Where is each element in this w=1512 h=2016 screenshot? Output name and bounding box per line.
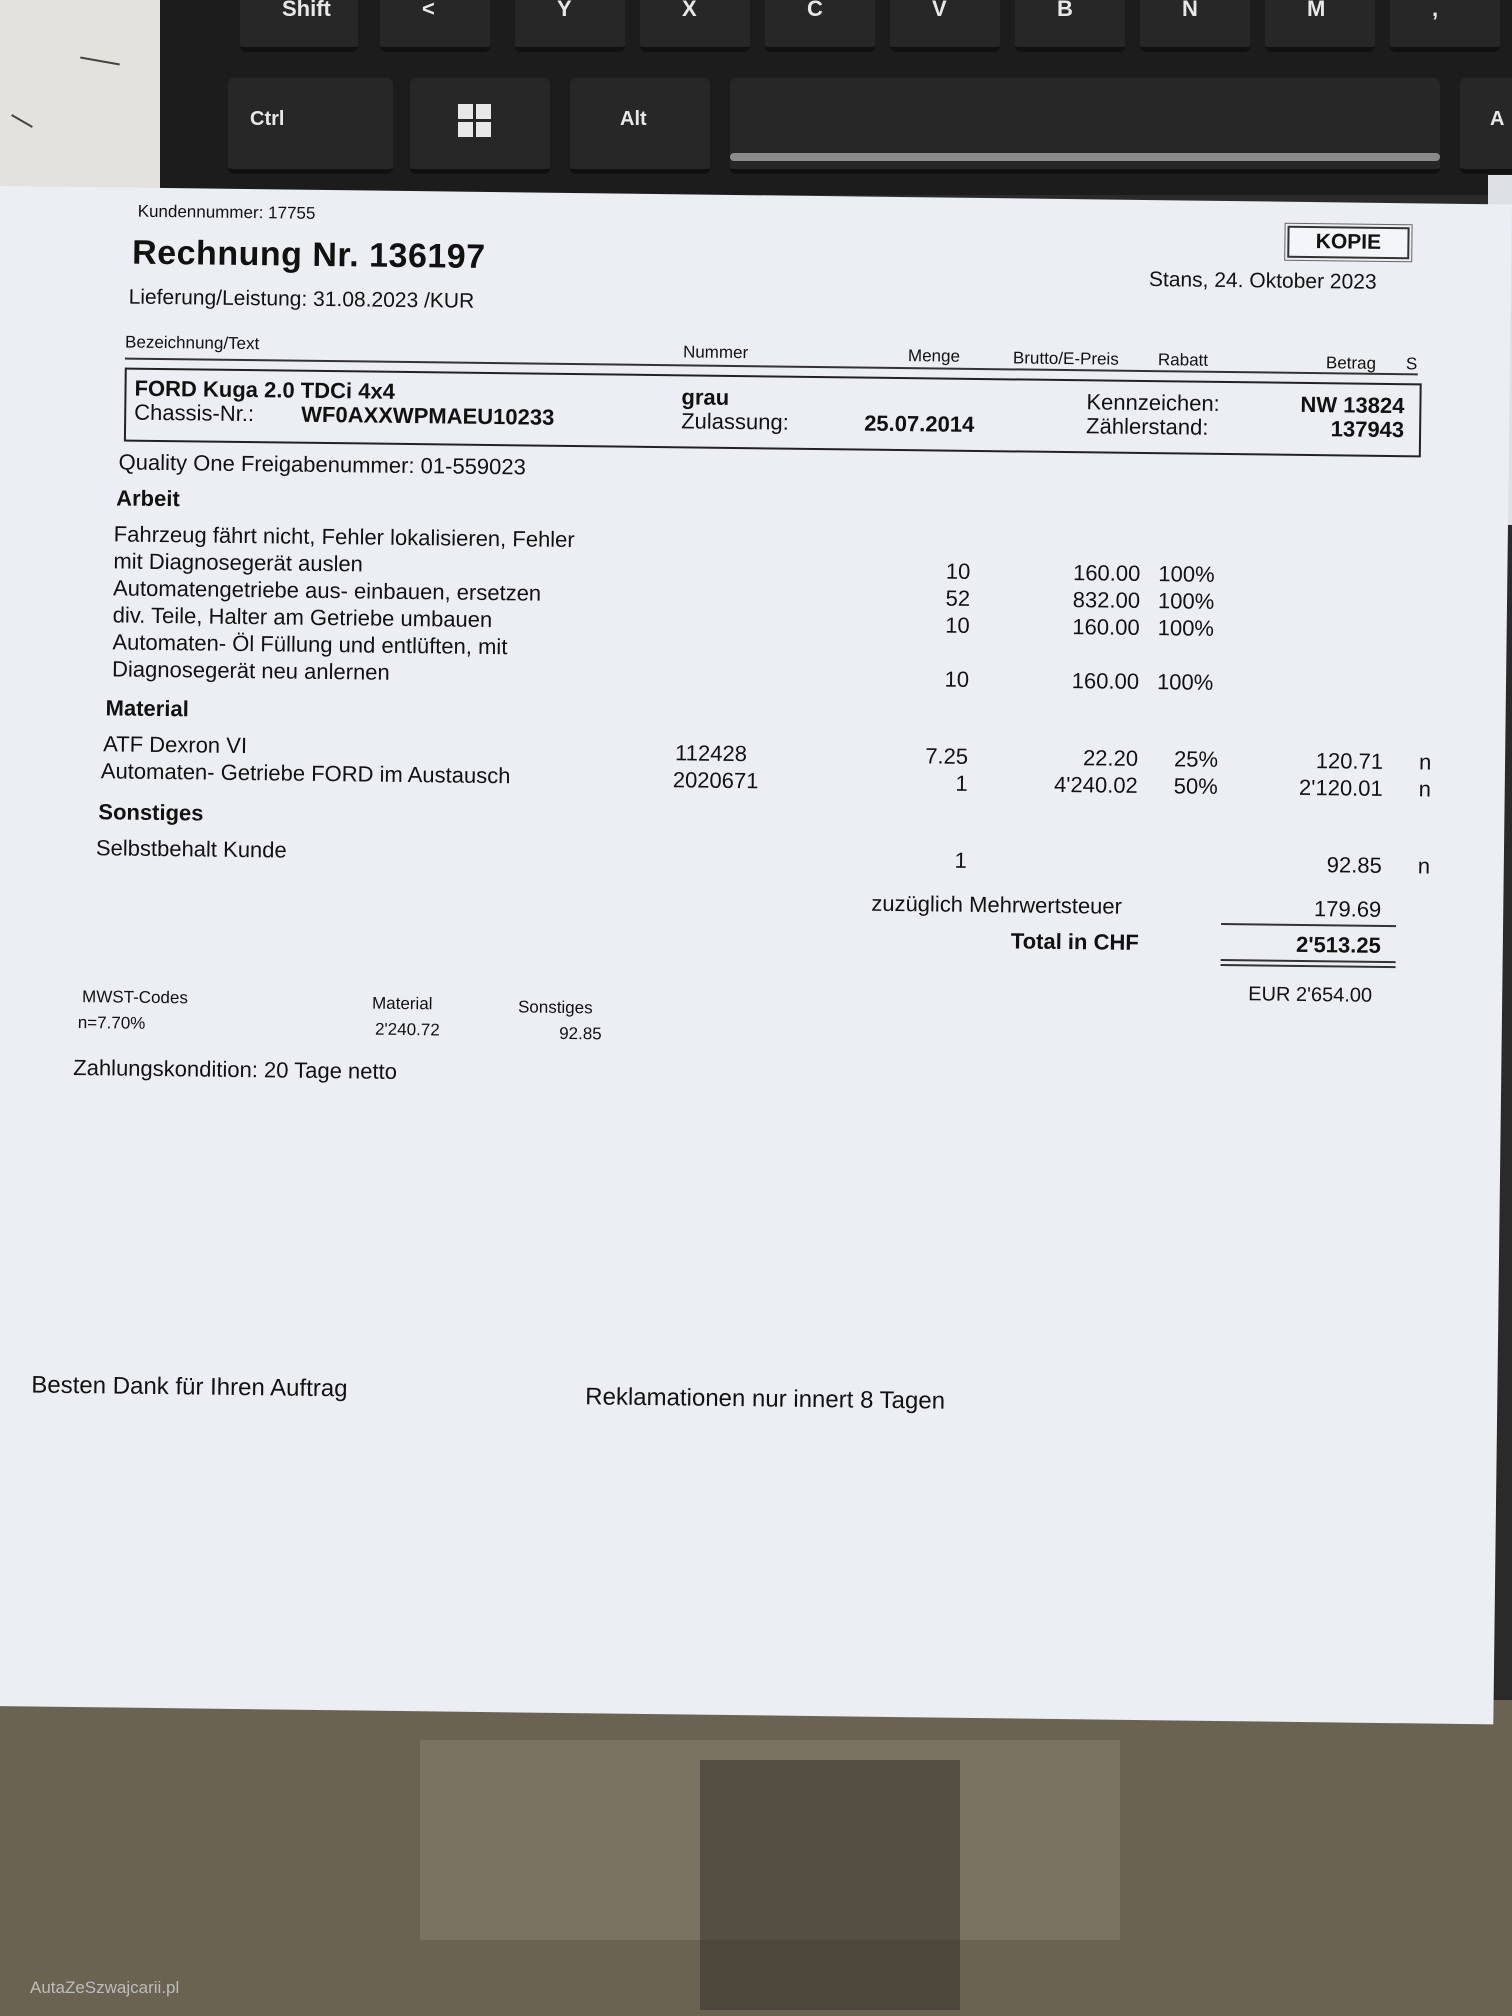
key-windows [410, 78, 550, 174]
quality-number: Quality One Freigabenummer: 01-559023 [118, 449, 526, 480]
col-header-number: Nummer [682, 342, 749, 363]
key-space [730, 78, 1440, 174]
arbeit-discount: 100% [1157, 615, 1215, 641]
arbeit-line: Diagnosegerät neu anlernen [111, 656, 390, 685]
key-c: C [765, 0, 875, 52]
col-header-discount: Rabatt [1157, 350, 1209, 370]
arbeit-line: mit Diagnosegerät auslen [113, 548, 364, 577]
odometer-value: 137943 [1330, 416, 1405, 443]
arbeit-line: Fahrzeug fährt nicht, Fehler lokalisieren, Fehler [113, 521, 575, 553]
copy-stamp: KOPIE [1287, 226, 1409, 259]
total-rule-1 [1221, 959, 1396, 963]
registration-date: 25.07.2014 [864, 410, 975, 437]
arbeit-qty: 10 [945, 612, 970, 638]
payment-terms: Zahlungskondition: 20 Tage netto [73, 1054, 398, 1084]
material-discount: 25% [1173, 746, 1219, 772]
material-s: n [1418, 776, 1432, 802]
material-amount: 120.71 [1315, 748, 1384, 774]
keyboard [160, 0, 1512, 195]
material-qty: 7.25 [925, 743, 969, 769]
key-a: A [1460, 78, 1512, 174]
arbeit-price: 832.00 [1072, 587, 1141, 613]
key-comma: , [1390, 0, 1500, 52]
material-qty: 1 [955, 770, 968, 796]
material-text: Automaten- Getriebe FORD im Austausch [100, 758, 511, 789]
vehicle-color: grau [681, 384, 730, 410]
key-x: X [640, 0, 750, 52]
arbeit-qty: 52 [945, 585, 971, 611]
key-m: M [1265, 0, 1375, 52]
mwst-code: n=7.70% [77, 1013, 146, 1033]
arbeit-discount: 100% [1158, 561, 1215, 587]
arbeit-qty: 10 [944, 666, 970, 692]
key-ctrl: Ctrl [228, 78, 393, 174]
key-angle: < [380, 0, 490, 52]
mwst-codes-label: MWST-Codes [81, 987, 189, 1008]
material-s: n [1418, 749, 1432, 775]
mwst-sonstiges-value: 92.85 [559, 1023, 602, 1044]
vat-amount: 179.69 [1313, 896, 1382, 922]
arbeit-line: Automaten- Öl Füllung und entlüften, mit [112, 629, 508, 660]
customer-number: Kundennummer: 17755 [137, 201, 316, 223]
material-amount: 2'120.01 [1298, 774, 1383, 801]
vehicle-box [124, 368, 1422, 458]
eur-amount: EUR 2'654.00 [1248, 983, 1373, 1007]
thanks-text: Besten Dank für Ihren Auftrag [31, 1371, 348, 1403]
col-header-s: S [1405, 354, 1418, 374]
plate-label: Kennzeichen: [1086, 389, 1220, 416]
arbeit-discount: 100% [1157, 588, 1215, 614]
arbeit-qty: 10 [945, 558, 971, 584]
invoice-title: Rechnung Nr. 136197 [131, 233, 486, 276]
plate-number: NW 13824 [1300, 391, 1405, 419]
mwst-material-value: 2'240.72 [374, 1019, 440, 1040]
claims-text: Reklamationen nur innert 8 Tagen [585, 1383, 946, 1415]
sonstiges-amount: 92.85 [1326, 852, 1382, 878]
material-number: 112428 [674, 740, 748, 767]
delivery-date: Lieferung/Leistung: 31.08.2023 /KUR [128, 285, 475, 313]
arbeit-line: div. Teile, Halter am Getriebe umbauen [112, 602, 493, 633]
material-price: 22.20 [1082, 745, 1139, 771]
windows-logo-icon [458, 104, 492, 138]
key-y: Y [515, 0, 625, 52]
key-shift: Shift [240, 0, 358, 52]
col-header-qty: Menge [907, 346, 961, 366]
section-material: Material [105, 695, 189, 722]
section-sonstiges: Sonstiges [98, 799, 204, 826]
key-n: N [1140, 0, 1250, 52]
col-header-price: Brutto/E-Preis [1012, 348, 1119, 369]
vat-label: zuzüglich Mehrwertsteuer [871, 890, 1123, 919]
sonstiges-text: Selbstbehalt Kunde [95, 835, 287, 863]
material-discount: 50% [1173, 773, 1218, 799]
invoice-paper [0, 186, 1512, 1724]
chassis-label: Chassis-Nr.: [134, 399, 255, 427]
odometer-label: Zählerstand: [1085, 413, 1209, 440]
material-text: ATF Dexron VI [103, 731, 248, 759]
arbeit-price: 160.00 [1072, 560, 1141, 586]
arbeit-discount: 100% [1156, 669, 1214, 695]
arbeit-price: 160.00 [1071, 668, 1140, 694]
watermark: AutaZeSzwajcarii.pl [30, 1978, 180, 1997]
material-price: 4'240.02 [1053, 771, 1138, 798]
sonstiges-s: n [1417, 853, 1431, 879]
vat-rule [1221, 923, 1396, 927]
col-header-amount: Betrag [1325, 353, 1377, 373]
sonstiges-qty: 1 [954, 847, 967, 873]
arbeit-line: Automatengetriebe aus- einbauen, ersetzen [112, 575, 542, 606]
key-alt: Alt [570, 78, 710, 174]
chassis-number: WF0AXXWPMAEU10233 [301, 401, 555, 430]
col-header-text: Bezeichnung/Text [124, 332, 260, 354]
total-amount: 2'513.25 [1295, 931, 1381, 958]
total-rule-2 [1221, 964, 1396, 968]
vehicle-model: FORD Kuga 2.0 TDCi 4x4 [134, 375, 396, 404]
total-label: Total in CHF [1010, 928, 1139, 955]
mwst-sonstiges-label: Sonstiges [517, 997, 593, 1018]
material-number: 2020671 [672, 767, 759, 794]
floor [0, 1700, 1512, 2016]
section-arbeit: Arbeit [116, 485, 180, 512]
key-v: V [890, 0, 1000, 52]
place-date: Stans, 24. Oktober 2023 [1148, 268, 1377, 294]
key-b: B [1015, 0, 1125, 52]
arbeit-price: 160.00 [1072, 614, 1140, 640]
registration-label: Zulassung: [681, 408, 789, 435]
mwst-material-label: Material [371, 993, 433, 1014]
